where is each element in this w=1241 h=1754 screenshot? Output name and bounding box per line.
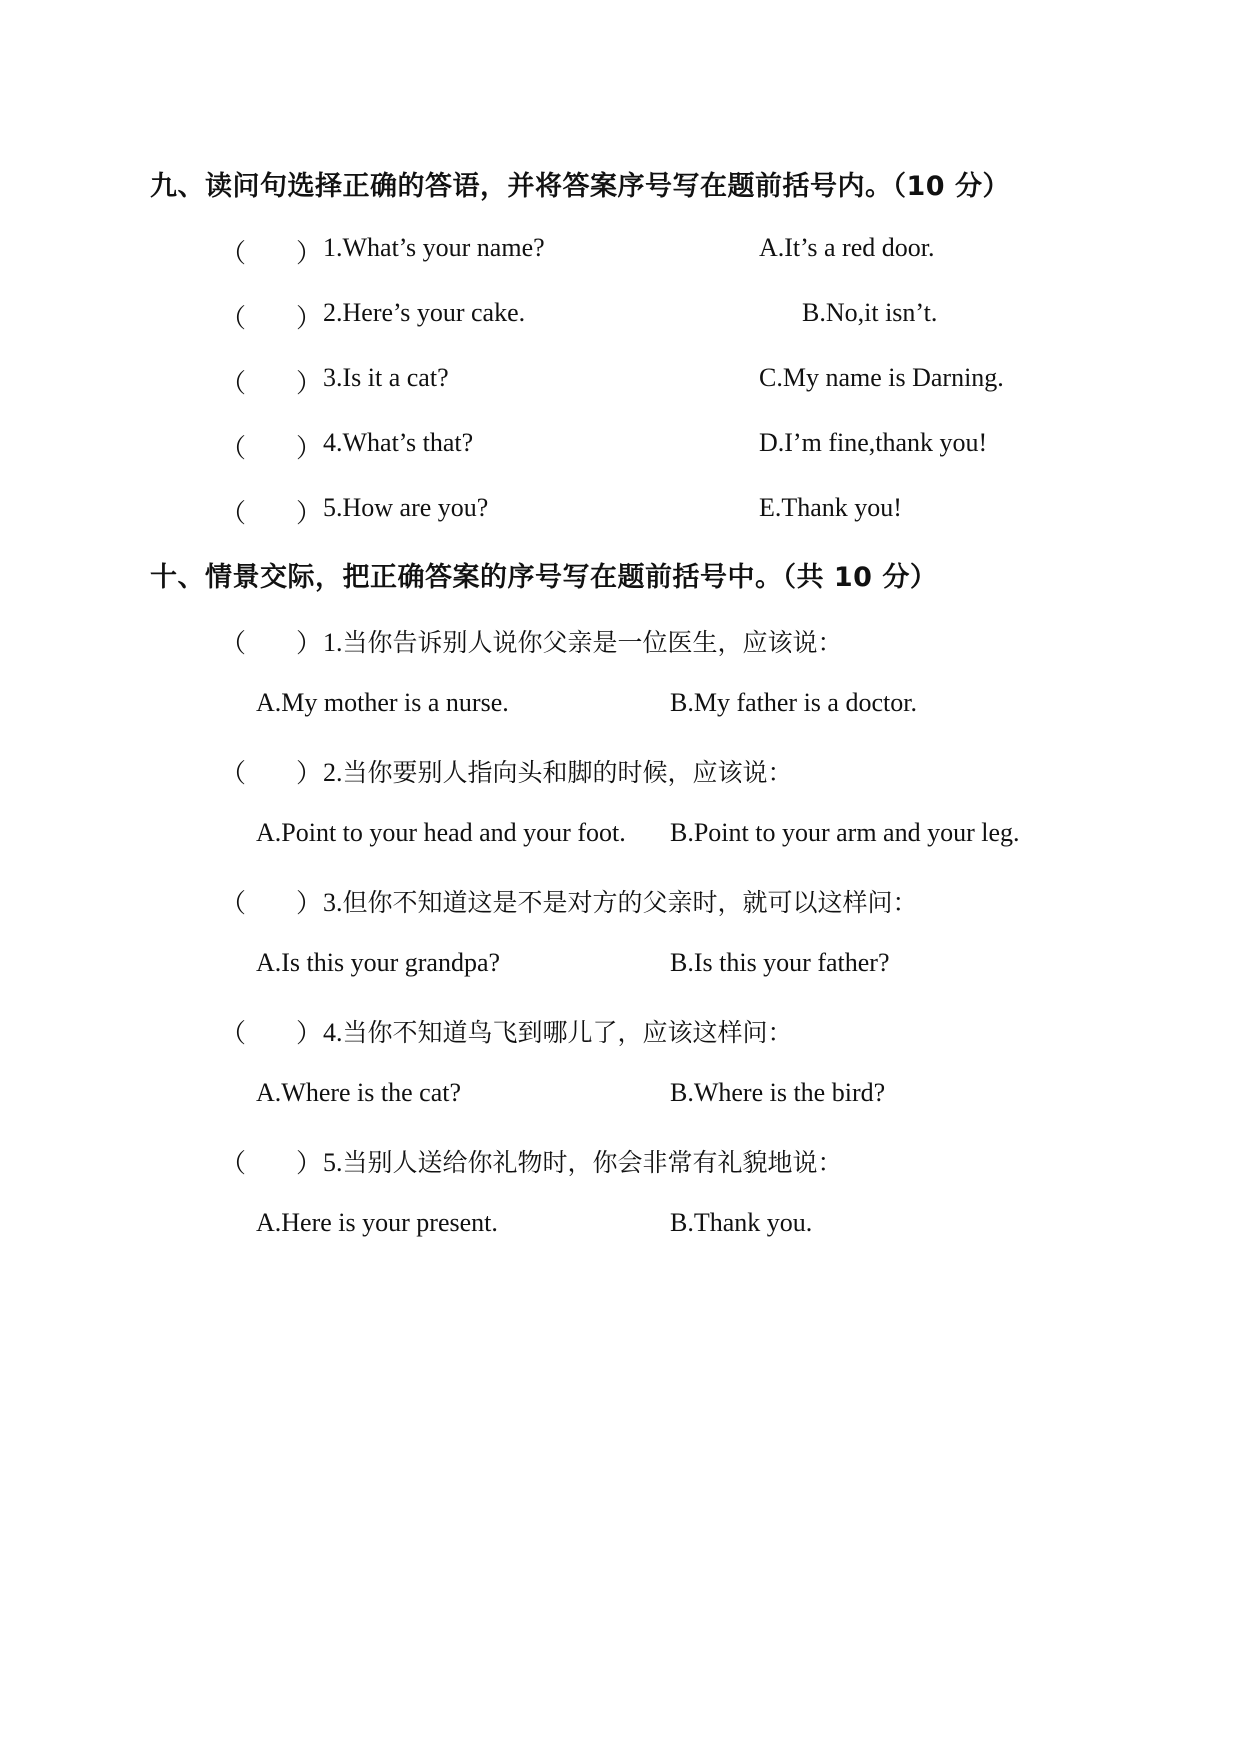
question-number: 2. (323, 758, 343, 787)
answer-blank-open: （ (220, 1149, 247, 1178)
section-9-title: 九、读问句选择正确的答语，并将答案序号写在题前括号内。（10 分） (150, 171, 1010, 202)
answer-blank-open: （ (220, 1019, 247, 1048)
answer-blank-open: （ (220, 369, 247, 398)
answer-option: B.No,it isn’t. (802, 298, 938, 327)
question-number: 1. (323, 628, 343, 657)
question-prompt (323, 753, 793, 789)
question-prompt-text: 当你要别人指向头和脚的时候，应该说： (342, 758, 793, 787)
answer-blank-close: ） (296, 369, 323, 398)
section-10-title: 十、情景交际，把正确答案的序号写在题前括号中。（共 10 分） (150, 562, 938, 593)
answer-blank-open: （ (220, 239, 247, 268)
question-prompt (323, 623, 843, 659)
option-a: A.Where is the cat? (256, 1078, 462, 1107)
question-number: 4. (323, 1018, 343, 1047)
question-prompt-text: 当你告诉别人说你父亲是一位医生，应该说： (342, 628, 843, 657)
question-text: 3.Is it a cat? (323, 363, 449, 392)
option-a: A.My mother is a nurse. (256, 688, 509, 717)
answer-blank-close: ） (296, 434, 323, 463)
answer-blank-close: ） (296, 1019, 323, 1048)
answer-blank-open: （ (220, 304, 247, 333)
answer-blank-close: ） (296, 304, 323, 333)
question-text: 5.How are you? (323, 493, 489, 522)
question-prompt-text: 但你不知道这是不是对方的父亲时，就可以这样问： (342, 888, 918, 917)
answer-option: E.Thank you! (759, 493, 902, 522)
answer-blank-open: （ (220, 629, 247, 658)
answer-blank-open: （ (220, 434, 247, 463)
option-b: B.Where is the bird? (670, 1078, 886, 1107)
option-a: A.Is this your grandpa? (256, 948, 501, 977)
question-text: 4.What’s that? (323, 428, 474, 457)
answer-blank-open: （ (220, 759, 247, 788)
answer-option: A.It’s a red door. (759, 233, 935, 262)
answer-option: C.My name is Darning. (759, 363, 1004, 392)
question-prompt (323, 1143, 843, 1179)
question-prompt (323, 1013, 793, 1049)
option-b: B.Thank you. (670, 1208, 813, 1237)
option-b: B.My father is a doctor. (670, 688, 917, 717)
answer-blank-close: ） (296, 1149, 323, 1178)
answer-blank-close: ） (296, 239, 323, 268)
question-number: 5. (323, 1148, 343, 1177)
question-prompt (323, 883, 918, 919)
question-text: 1.What’s your name? (323, 233, 545, 262)
answer-blank-close: ） (296, 759, 323, 788)
answer-blank-close: ） (296, 629, 323, 658)
answer-blank-close: ） (296, 889, 323, 918)
question-text: 2.Here’s your cake. (323, 298, 526, 327)
option-b: B.Is this your father? (670, 948, 890, 977)
question-number: 3. (323, 888, 343, 917)
answer-blank-close: ） (296, 499, 323, 528)
question-prompt-text: 当你不知道鸟飞到哪儿了，应该这样问： (342, 1018, 793, 1047)
answer-blank-open: （ (220, 889, 247, 918)
question-prompt-text: 当别人送给你礼物时，你会非常有礼貌地说： (342, 1148, 843, 1177)
option-a: A.Point to your head and your foot. (256, 818, 626, 847)
option-a: A.Here is your present. (256, 1208, 498, 1237)
answer-blank-open: （ (220, 499, 247, 528)
answer-option: D.I’m fine,thank you! (759, 428, 988, 457)
option-b: B.Point to your arm and your leg. (670, 818, 1020, 847)
